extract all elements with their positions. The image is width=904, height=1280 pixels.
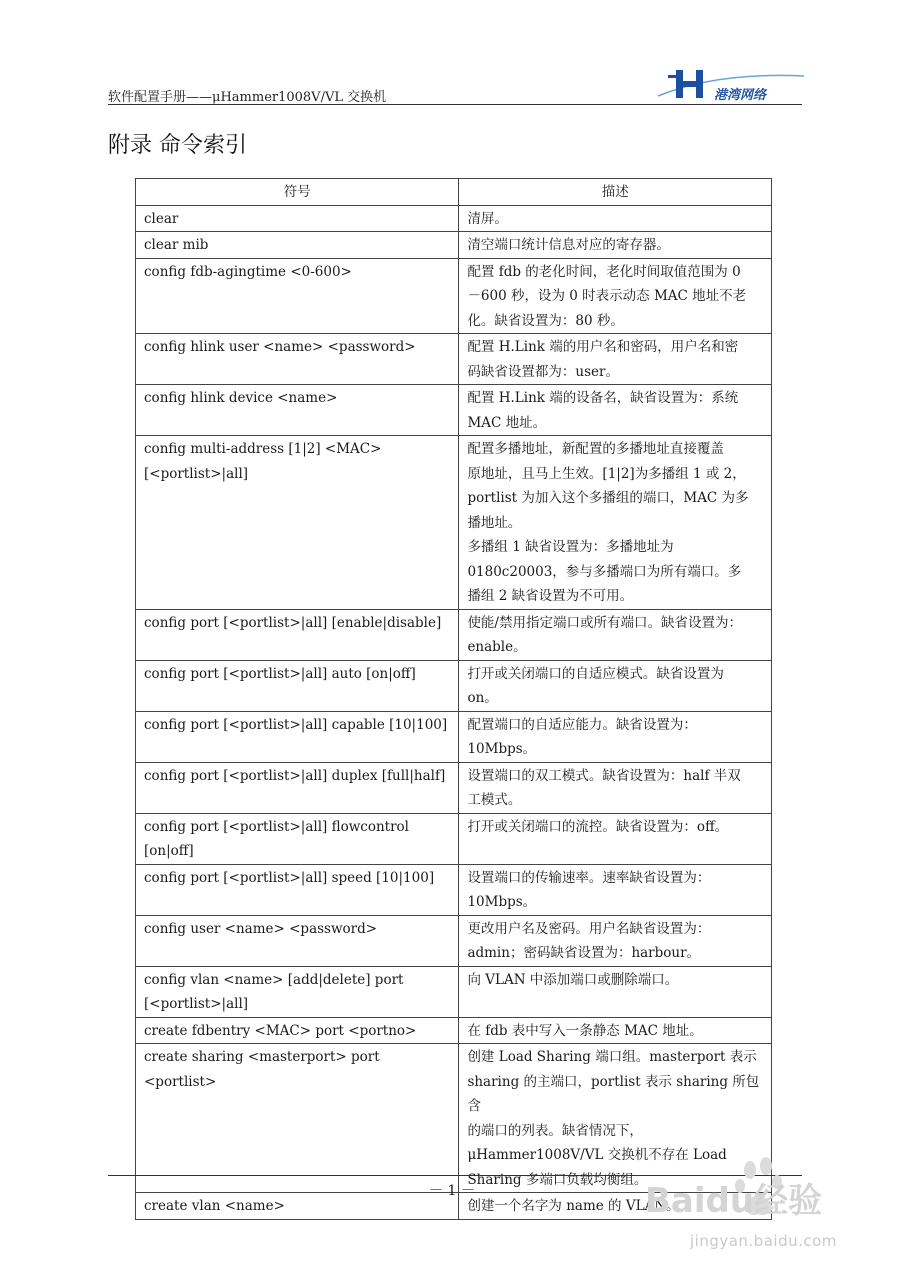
- command-description: [459, 813, 772, 864]
- command-symbol: config user <name> <password>: [136, 915, 459, 966]
- description-line: 工模式。: [467, 792, 522, 808]
- description-line: 打开或关闭端口的自适应模式。缺省设置为: [467, 665, 724, 682]
- command-symbol: config port [<portlist>|all] [enable|disable]: [136, 609, 459, 660]
- table-row: [136, 609, 772, 660]
- page-number: － 1 －: [429, 1183, 475, 1199]
- table-row: [136, 436, 772, 610]
- description-line: 设置端口的传输速率。速率缺省设置为：: [467, 869, 711, 886]
- table-row: [136, 966, 772, 1017]
- description-line: 的端口的列表。缺省情况下，: [467, 1122, 643, 1139]
- description-line: 设置端口的双工模式。缺省设置为：half 半双: [467, 767, 741, 784]
- command-symbol: config port [<portlist>|all] auto [on|off]: [136, 660, 459, 711]
- header-rule: [108, 104, 802, 105]
- description-line: 创建一个名字为 name 的 VLAN。: [467, 1198, 680, 1214]
- command-symbol: config port [<portlist>|all] flowcontrol [on|off]: [136, 813, 459, 864]
- table-row: [136, 385, 772, 436]
- description-line: 配置多播地址，新配置的多播地址直接覆盖: [467, 441, 724, 457]
- description-line: 创建 Load Sharing 端口组。masterport 表示: [467, 1049, 757, 1065]
- description-line: 配置端口的自适应能力。缺省设置为：: [467, 716, 697, 733]
- description-line: 10Mbps。: [467, 741, 537, 757]
- description-line: 配置 fdb 的老化时间，老化时间取值范围为 0: [467, 263, 741, 280]
- logo-text: 港湾网络: [714, 88, 767, 103]
- command-description: [459, 436, 772, 610]
- description-line: on。: [467, 690, 498, 706]
- command-description: [459, 258, 772, 334]
- description-line: －600 秒，设为 0 时表示动态 MAC 地址不老: [467, 288, 747, 304]
- description-line: portlist 为加入这个多播组的端口，MAC 为多: [467, 490, 749, 506]
- description-line: 码缺省设置都为：user。: [467, 363, 620, 380]
- command-description: [459, 660, 772, 711]
- command-symbol: config hlink user <name> <password>: [136, 334, 459, 385]
- description-line: 0180c20003，参与多播端口为所有端口。多: [467, 563, 742, 580]
- table-row: [136, 232, 772, 259]
- description-line: 打开或关闭端口的流控。缺省设置为：off。: [467, 818, 729, 835]
- table-row: [136, 915, 772, 966]
- description-line: MAC 地址。: [467, 414, 547, 431]
- description-line: 使能/禁用指定端口或所有端口。缺省设置为：: [467, 614, 742, 631]
- description-line: 化。缺省设置为：80 秒。: [467, 312, 624, 329]
- table-row: [136, 762, 772, 813]
- table-row: [136, 1017, 772, 1044]
- description-line: 配置 H.Link 端的用户名和密码，用户名和密: [467, 339, 739, 355]
- command-symbol: clear: [136, 205, 459, 232]
- running-header: 软件配置手册——μHammer1008V/VL 交换机: [108, 90, 387, 105]
- command-description: [459, 1017, 772, 1044]
- table-row: [136, 660, 772, 711]
- command-description: [459, 711, 772, 762]
- command-description: [459, 385, 772, 436]
- description-line: 清空端口统计信息对应的寄存器。: [467, 237, 670, 253]
- table-row: [136, 205, 772, 232]
- description-line: μHammer1008V/VL 交换机不存在 Load: [467, 1147, 727, 1163]
- description-line: 更改用户名及密码。用户名缺省设置为：: [467, 920, 711, 937]
- table-row: [136, 711, 772, 762]
- command-symbol: config multi-address [1|2] <MAC> [<portlist>|all]: [136, 436, 459, 610]
- command-description: [459, 915, 772, 966]
- description-line: 播地址。: [467, 514, 522, 531]
- command-symbol: config vlan <name> [add|delete] port [<portlist>|all]: [136, 966, 459, 1017]
- command-description: [459, 334, 772, 385]
- table-row: [136, 258, 772, 334]
- command-symbol: config port [<portlist>|all] capable [10|100]: [136, 711, 459, 762]
- description-line: 清屏。: [467, 210, 508, 227]
- description-line: 播组 2 缺省设置为不可用。: [467, 588, 634, 604]
- table-header-row: [136, 179, 772, 206]
- command-description: [459, 232, 772, 259]
- description-line: sharing 的主端口，portlist 表示 sharing 所包含: [467, 1073, 760, 1114]
- watermark-url: jingyan.baidu.com: [690, 1232, 837, 1250]
- description-line: 原地址，且马上生效。[1|2]为多播组 1 或 2，: [467, 465, 746, 482]
- description-line: 在 fdb 表中写入一条静态 MAC 地址。: [467, 1022, 703, 1039]
- description-line: admin；密码缺省设置为：harbour。: [467, 945, 701, 961]
- command-symbol: config port [<portlist>|all] speed [10|100]: [136, 864, 459, 915]
- table-row: [136, 813, 772, 864]
- command-symbol: config fdb-agingtime <0-600>: [136, 258, 459, 334]
- command-symbol: create sharing <masterport> port <portlist>: [136, 1044, 459, 1193]
- command-symbol: config port [<portlist>|all] duplex [full|half]: [136, 762, 459, 813]
- table-row: [136, 864, 772, 915]
- description-line: 多播组 1 缺省设置为：多播地址为: [467, 539, 674, 555]
- description-line: 配置 H.Link 端的设备名，缺省设置为：系统: [467, 390, 739, 406]
- command-description: [459, 864, 772, 915]
- watermark-brand: Baidu经验: [645, 1181, 823, 1221]
- description-line: 10Mbps。: [467, 894, 537, 910]
- command-symbol: create vlan <name>: [136, 1193, 459, 1220]
- command-symbol: config hlink device <name>: [136, 385, 459, 436]
- page-title: 附录 命令索引: [108, 133, 247, 158]
- description-line: 向 VLAN 中添加端口或删除端口。: [467, 971, 679, 988]
- description-line: Sharing 多端口负载均衡组。: [467, 1171, 648, 1188]
- description-line: enable。: [467, 639, 527, 655]
- command-index-table: [135, 178, 772, 1220]
- command-description: [459, 609, 772, 660]
- command-symbol: create fdbentry <MAC> port <portno>: [136, 1017, 459, 1044]
- command-description: [459, 205, 772, 232]
- command-description: [459, 762, 772, 813]
- header-symbol: 符号: [136, 179, 459, 206]
- command-symbol: clear mib: [136, 232, 459, 259]
- command-description: [459, 966, 772, 1017]
- header-description: 描述: [459, 179, 772, 206]
- table-row: [136, 334, 772, 385]
